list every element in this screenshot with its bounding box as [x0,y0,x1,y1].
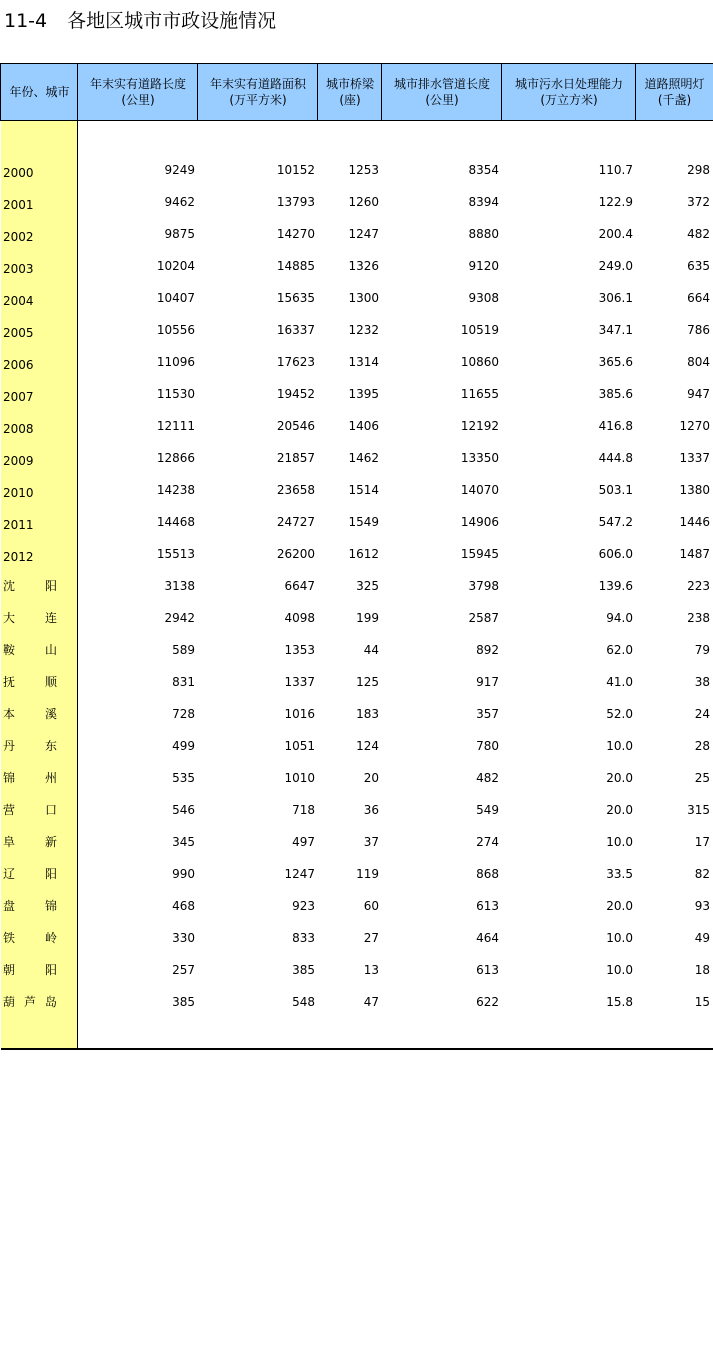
city-char: 芦 [23,995,36,1009]
row-value: 728 [172,707,195,721]
city-char: 葫 [3,995,16,1009]
row-value: 10152 [276,163,315,177]
table-row [0,314,713,346]
header-label: 城市桥梁 [325,77,374,91]
city-char: 州 [44,771,57,785]
row-value: 139.6 [598,579,633,593]
row-value: 8394 [468,195,499,209]
column-divider [635,63,636,121]
row-value: 10.0 [606,931,633,945]
row-value: 125 [356,675,379,689]
row-value: 14885 [276,259,315,273]
row-year: 2006 [3,358,34,372]
city-char: 鞍 [3,643,16,657]
row-value: 11096 [156,355,195,369]
row-value: 804 [687,355,710,369]
row-year: 2007 [3,390,34,404]
city-char: 沈 [3,579,16,593]
row-value: 60 [363,899,379,913]
row-value: 10556 [156,323,195,337]
row-city [3,634,57,666]
row-value: 93 [694,899,710,913]
row-value: 868 [476,867,499,881]
row-city [3,826,57,858]
table-row [0,250,713,282]
row-value: 613 [476,899,499,913]
header-label: 年末实有道路长度 [89,77,186,91]
row-value: 33.5 [606,867,633,881]
city-char: 铁 [3,931,16,945]
row-value: 1300 [348,291,379,305]
row-value: 15513 [156,547,195,561]
row-value: 4098 [284,611,315,625]
city-char: 阜 [3,835,16,849]
row-value: 12111 [156,419,195,433]
city-char: 溪 [44,707,57,721]
row-value: 24727 [276,515,315,529]
city-char: 朝 [3,963,16,977]
row-year: 2010 [3,486,34,500]
city-char: 丹 [3,739,16,753]
row-value: 1247 [348,227,379,241]
header-road-length [78,63,198,121]
row-value: 21857 [276,451,315,465]
page-title [4,6,276,33]
city-char: 阳 [44,963,57,977]
header-unit: (座) [339,93,361,107]
table-row [0,186,713,218]
row-year: 2012 [3,550,34,564]
city-char: 顺 [44,675,57,689]
row-year: 2011 [3,518,34,532]
header-label: 道路照明灯 [644,77,705,91]
row-value: 124 [356,739,379,753]
table-row [0,218,713,250]
city-char: 阳 [44,867,57,881]
row-value: 20.0 [606,803,633,817]
table-bottom-rule [1,1048,713,1050]
row-value: 15635 [276,291,315,305]
row-value: 1247 [284,867,315,881]
table-row [0,346,713,378]
row-value: 1314 [348,355,379,369]
city-char: 阳 [44,579,57,593]
row-value: 416.8 [598,419,633,433]
row-value: 2942 [164,611,195,625]
row-value: 357 [476,707,499,721]
row-year: 2004 [3,294,34,308]
row-value: 482 [476,771,499,785]
row-value: 365.6 [598,355,633,369]
row-value: 1549 [348,515,379,529]
row-value: 238 [687,611,710,625]
table-row [0,634,713,666]
row-city [3,762,57,794]
header-label: 年末实有道路面积 [209,77,306,91]
row-value: 15945 [460,547,499,561]
city-char: 岛 [44,995,57,1009]
row-city [3,922,57,954]
city-char: 岭 [44,931,57,945]
table-row [0,538,713,570]
row-value: 9308 [468,291,499,305]
row-value: 482 [687,227,710,241]
row-value: 892 [476,643,499,657]
row-value: 385.6 [598,387,633,401]
row-value: 24 [694,707,710,721]
row-value: 780 [476,739,499,753]
table-row [0,858,713,890]
row-year: 2002 [3,230,34,244]
row-value: 10.0 [606,835,633,849]
row-value: 1612 [348,547,379,561]
header-label: 城市污水日处理能力 [514,77,623,91]
table-row [0,986,713,1018]
row-value: 3138 [164,579,195,593]
city-char: 东 [44,739,57,753]
table-title: 各地区城市市政设施情况 [67,10,277,32]
row-value: 257 [172,963,195,977]
row-city [3,794,57,826]
row-value: 13793 [276,195,315,209]
row-value: 17623 [276,355,315,369]
row-city [3,602,57,634]
row-value: 10.0 [606,963,633,977]
row-city [3,986,57,1018]
row-value: 14906 [460,515,499,529]
row-value: 28 [694,739,710,753]
row-value: 1232 [348,323,379,337]
column-divider [0,63,1,121]
row-value: 119 [356,867,379,881]
row-value: 1016 [284,707,315,721]
header-street-lights [636,63,713,121]
row-value: 306.1 [598,291,633,305]
table-row [0,698,713,730]
row-value: 622 [476,995,499,1009]
row-value: 19452 [276,387,315,401]
row-value: 274 [476,835,499,849]
row-value: 62.0 [606,643,633,657]
row-value: 10204 [156,259,195,273]
column-divider [317,63,318,121]
row-year: 2003 [3,262,34,276]
row-value: 49 [694,931,710,945]
table-row [0,762,713,794]
row-city [3,890,57,922]
row-value: 41.0 [606,675,633,689]
row-value: 1487 [679,547,710,561]
row-value: 13 [363,963,379,977]
city-char: 本 [3,707,16,721]
row-value: 1253 [348,163,379,177]
row-value: 79 [694,643,710,657]
row-value: 947 [687,387,710,401]
row-value: 635 [687,259,710,273]
row-value: 547.2 [598,515,633,529]
city-char: 抚 [3,675,16,689]
row-value: 1270 [679,419,710,433]
column-divider [197,63,198,121]
row-value: 990 [172,867,195,881]
row-value: 9249 [164,163,195,177]
row-value: 20.0 [606,899,633,913]
row-value: 25 [694,771,710,785]
row-value: 549 [476,803,499,817]
row-value: 14468 [156,515,195,529]
header-sewage-capacity [502,63,636,121]
row-value: 385 [292,963,315,977]
table-row [0,890,713,922]
row-value: 664 [687,291,710,305]
row-value: 298 [687,163,710,177]
row-value: 315 [687,803,710,817]
city-char: 营 [3,803,16,817]
row-value: 47 [363,995,379,1009]
row-value: 14070 [460,483,499,497]
row-value: 831 [172,675,195,689]
row-value: 1380 [679,483,710,497]
row-value: 1260 [348,195,379,209]
row-value: 10519 [460,323,499,337]
row-value: 15 [694,995,710,1009]
row-value: 546 [172,803,195,817]
row-value: 36 [363,803,379,817]
table-row [0,922,713,954]
row-value: 10407 [156,291,195,305]
city-char: 盘 [3,899,16,913]
row-year: 2008 [3,422,34,436]
row-value: 833 [292,931,315,945]
table-row [0,154,713,186]
row-value: 20.0 [606,771,633,785]
row-value: 347.1 [598,323,633,337]
row-value: 10.0 [606,739,633,753]
row-value: 923 [292,899,315,913]
row-city [3,858,57,890]
table-row [0,282,713,314]
city-char: 山 [44,643,57,657]
city-char: 新 [44,835,57,849]
row-value: 9120 [468,259,499,273]
row-value: 1051 [284,739,315,753]
row-value: 385 [172,995,195,1009]
row-value: 8354 [468,163,499,177]
row-value: 1326 [348,259,379,273]
row-value: 464 [476,931,499,945]
row-value: 718 [292,803,315,817]
header-unit: (万平方米) [229,93,287,107]
row-value: 548 [292,995,315,1009]
row-year: 2005 [3,326,34,340]
row-city [3,730,57,762]
row-value: 9875 [164,227,195,241]
header-unit: (万立方米) [540,93,598,107]
row-value: 11655 [460,387,499,401]
row-value: 1446 [679,515,710,529]
row-value: 3798 [468,579,499,593]
row-value: 1353 [284,643,315,657]
row-city [3,698,57,730]
header-label: 城市排水管道长度 [393,77,490,91]
table-row [0,474,713,506]
table-row [0,826,713,858]
row-value: 11530 [156,387,195,401]
row-year: 2009 [3,454,34,468]
row-value: 15.8 [606,995,633,1009]
header-drainage-length [382,63,502,121]
table-row [0,442,713,474]
row-value: 122.9 [598,195,633,209]
header-unit: (千盏) [657,93,692,107]
row-value: 497 [292,835,315,849]
row-value: 8880 [468,227,499,241]
row-value: 6647 [284,579,315,593]
row-value: 1514 [348,483,379,497]
row-value: 1337 [679,451,710,465]
row-value: 1337 [284,675,315,689]
row-value: 26200 [276,547,315,561]
city-char: 锦 [44,899,57,913]
row-value: 17 [694,835,710,849]
row-value: 1395 [348,387,379,401]
table-row [0,666,713,698]
row-value: 52.0 [606,707,633,721]
row-value: 345 [172,835,195,849]
row-value: 44 [363,643,379,657]
row-value: 94.0 [606,611,633,625]
row-value: 786 [687,323,710,337]
row-value: 14270 [276,227,315,241]
row-value: 37 [363,835,379,849]
header-unit: (公里) [121,93,155,107]
row-value: 499 [172,739,195,753]
row-value: 330 [172,931,195,945]
table-row [0,954,713,986]
row-value: 1010 [284,771,315,785]
table-number: 11-4 [4,10,48,32]
row-value: 20 [363,771,379,785]
row-value: 199 [356,611,379,625]
row-value: 468 [172,899,195,913]
row-value: 27 [363,931,379,945]
table-row [0,794,713,826]
table-row [0,602,713,634]
row-value: 110.7 [598,163,633,177]
table-row [0,506,713,538]
header-road-area [198,63,318,121]
row-value: 16337 [276,323,315,337]
row-value: 223 [687,579,710,593]
table-row [0,730,713,762]
row-value: 1406 [348,419,379,433]
row-city [3,954,57,986]
row-value: 12866 [156,451,195,465]
header-year-city [1,63,78,121]
row-city [3,666,57,698]
table-row [0,378,713,410]
row-year: 2001 [3,198,34,212]
table-row [0,570,713,602]
table-row [0,410,713,442]
header-bridges [318,63,382,121]
row-value: 20546 [276,419,315,433]
row-value: 535 [172,771,195,785]
row-value: 503.1 [598,483,633,497]
row-value: 589 [172,643,195,657]
row-value: 10860 [460,355,499,369]
row-value: 38 [694,675,710,689]
city-char: 大 [3,611,16,625]
row-value: 183 [356,707,379,721]
row-value: 18 [694,963,710,977]
row-value: 917 [476,675,499,689]
row-value: 606.0 [598,547,633,561]
row-value: 1462 [348,451,379,465]
row-value: 82 [694,867,710,881]
row-value: 325 [356,579,379,593]
row-value: 14238 [156,483,195,497]
row-value: 444.8 [598,451,633,465]
row-value: 613 [476,963,499,977]
header-label: 年份、城市 [9,85,70,99]
row-value: 9462 [164,195,195,209]
row-value: 13350 [460,451,499,465]
header-unit: (公里) [425,93,459,107]
row-value: 249.0 [598,259,633,273]
city-char: 连 [44,611,57,625]
city-char: 口 [44,803,57,817]
column-divider [381,63,382,121]
row-city [3,570,57,602]
city-char: 锦 [3,771,16,785]
row-value: 200.4 [598,227,633,241]
row-year: 2000 [3,166,34,180]
city-char: 辽 [3,867,16,881]
column-divider [501,63,502,121]
row-value: 23658 [276,483,315,497]
row-value: 372 [687,195,710,209]
row-value: 2587 [468,611,499,625]
row-value: 12192 [460,419,499,433]
